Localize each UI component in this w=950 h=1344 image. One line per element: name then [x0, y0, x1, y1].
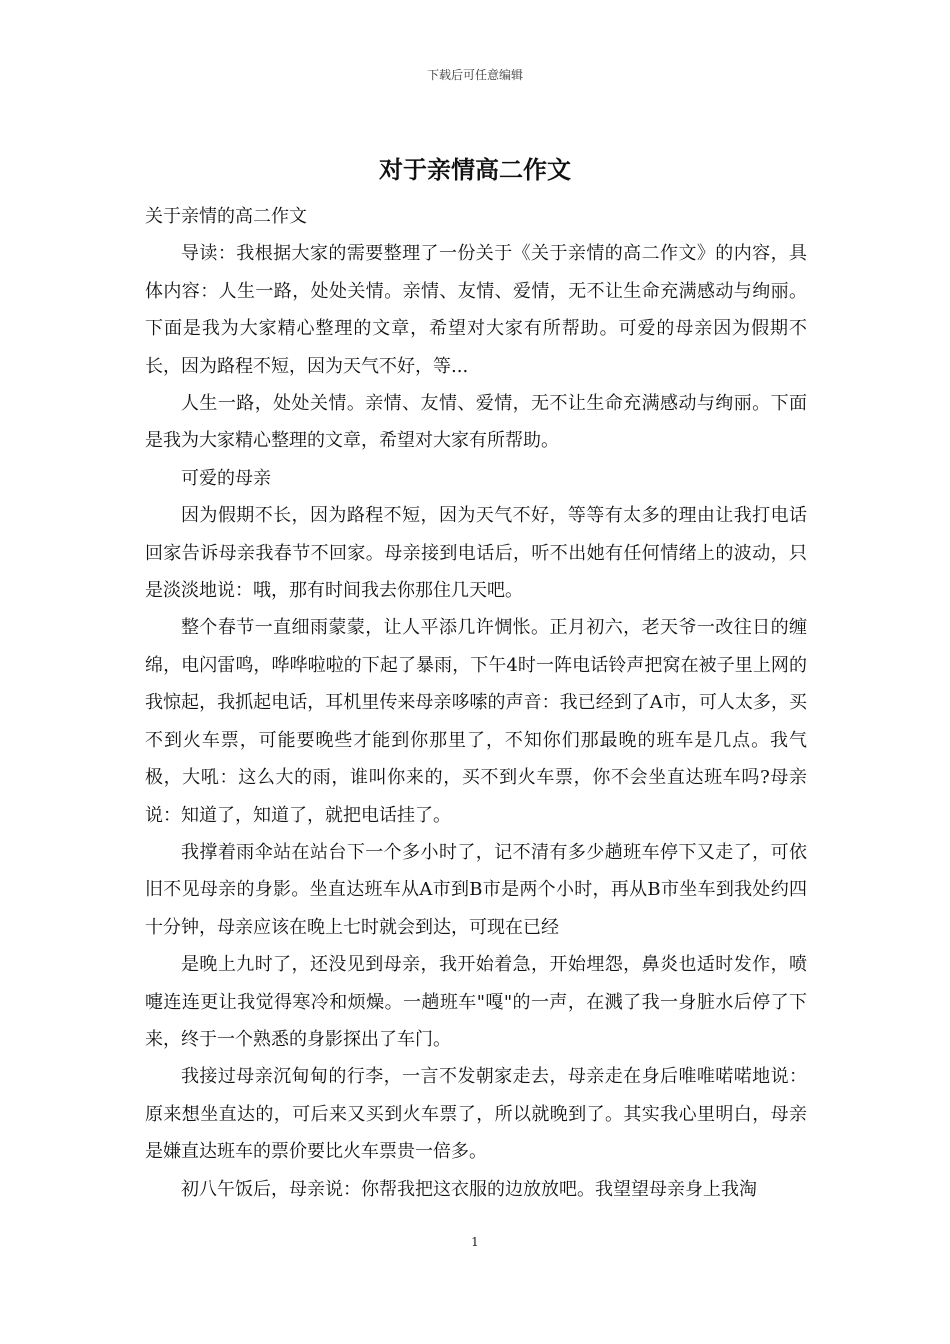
section-heading: 可爱的母亲: [181, 467, 271, 489]
body-paragraph: 是晚上九时了，还没见到母亲，我开始着急，开始埋怨，鼻炎也适时发作，喷嚏连连更让我觉得寒冷和烦燥。一趟班车"嘎"的一声，在溅了我一身脏水后停了下来，终于一个熟悉的身影探出了车门。: [145, 954, 807, 1050]
body-paragraph: 人生一路，处处关情。亲情、友情、爱情，无不让生命充满感动与绚丽。下面是我为大家精心整理的文章，希望对大家有所帮助。: [145, 393, 807, 452]
document-title: 对于亲情高二作文: [379, 155, 571, 184]
body-paragraph: 因为假期不长，因为路程不短，因为天气不好，等等有太多的理由让我打电话回家告诉母亲我春节不回家。母亲接到电话后，听不出她有任何情绪上的波动，只是淡淡地说：哦，那有时间我去你那住几天吧。: [145, 505, 807, 602]
body-paragraph: 我接过母亲沉甸甸的行李，一言不发朝家走去，母亲走在身后唯唯喏喏地说：原来想坐直达的，可后来又买到火车票了，所以就晚到了。其实我心里明白，母亲是嫌直达班车的票价要比火车票贵一倍多。: [145, 1066, 807, 1163]
document-body: [145, 198, 807, 1208]
body-paragraph: 初八午饭后，母亲说：你帮我把这衣服的边放放吧。我望望母亲身上我淘: [181, 1178, 757, 1200]
body-paragraph: 整个春节一直细雨蒙蒙，让人平添几许惆怅。正月初六，老天爷一改往日的缠绵，电闪雷鸣，哗哗啦啦的下起了暴雨，下午4时一阵电话铃声把窝在被子里上网的我惊起，我抓起电话，耳机里传来母亲哆嗦的声音：我已经到了A市，可人太多，买不到火车票，可能要晚些才能到你那里了，不知你们那最晚的班车是几点。我气极，大吼：这么大的雨，谁叫你来的，买不到火车票，你不会坐直达班车吗?母亲说：知道了，知道了，就把电话挂了。: [145, 617, 807, 826]
intro-paragraph: 导读：我根据大家的需要整理了一份关于《关于亲情的高二作文》的内容，具体内容：人生一路，处处关情。亲情、友情、爱情，无不让生命充满感动与绚丽。下面是我为大家精心整理的文章，希望对大家有所帮助。可爱的母亲因为假期不长，因为路程不短，因为天气不好，等...: [145, 243, 807, 377]
page-number: 1: [471, 1235, 479, 1249]
subtitle-paragraph: 关于亲情的高二作文: [145, 206, 307, 227]
header-note: 下载后可任意编辑: [426, 68, 523, 82]
body-paragraph: 我撑着雨伞站在站台下一个多小时了，记不清有多少趟班车停下又走了，可依旧不见母亲的身影。坐直达班车从A市到B市是两个小时，再从B市坐车到我处约四十分钟，母亲应该在晚上七时就会到达，可现在已经: [145, 841, 807, 938]
